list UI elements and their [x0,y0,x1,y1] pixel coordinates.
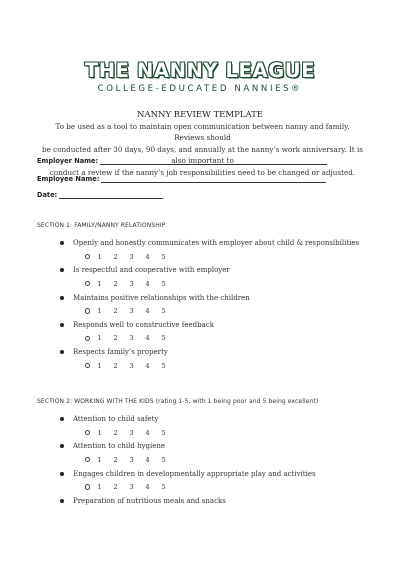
rating-scale[interactable] [85,253,177,261]
review-item [60,348,168,356]
rating-radio-icon[interactable] [85,457,90,462]
rating-option[interactable]: 5 [161,361,166,370]
rating-scale[interactable] [85,429,177,437]
rating-option[interactable]: 1 [97,455,102,464]
rating-option[interactable]: 1 [97,252,102,261]
rating-radio-icon[interactable] [85,281,90,286]
review-item-label: Openly and honestly communicates with employer about child & responsibilities [73,239,360,247]
rating-option[interactable]: 2 [113,455,118,464]
rating-radio-icon[interactable] [85,254,90,259]
rating-option[interactable]: 5 [161,279,166,288]
rating-option[interactable]: 3 [129,361,134,370]
rating-option[interactable]: 1 [97,307,102,316]
review-item-label: Responds well to constructive feedback [73,320,214,329]
rating-option[interactable]: 5 [161,428,166,437]
rating-scale[interactable] [85,456,177,464]
rating-option[interactable]: 3 [129,279,134,288]
rating-option[interactable]: 5 [161,252,166,261]
employee-name-label: Employee Name: [37,175,100,183]
rating-option[interactable]: 4 [145,483,150,492]
date-line[interactable] [59,191,163,199]
rating-option[interactable]: 4 [145,334,150,343]
bullet-icon [60,472,64,476]
employee-name-field[interactable] [37,175,326,183]
bullet-icon [60,268,64,272]
rating-option[interactable]: 1 [97,428,102,437]
review-item-label: Maintains positive relationships with the children [73,293,250,302]
rating-scale[interactable] [85,483,177,491]
bullet-icon [60,444,64,448]
employee-name-line[interactable] [101,175,326,183]
rating-option[interactable]: 1 [97,361,102,370]
review-item [60,442,165,450]
document-title: NANNY REVIEW TEMPLATE [137,110,263,120]
rating-option[interactable]: 1 [97,334,102,343]
rating-option[interactable]: 2 [113,252,118,261]
rating-radio-icon[interactable] [85,430,90,435]
rating-option[interactable]: 4 [145,279,150,288]
bullet-icon [60,499,64,503]
rating-option[interactable]: 3 [129,252,134,261]
bullet-icon [60,241,64,245]
rating-option[interactable]: 2 [113,483,118,492]
rating-option[interactable]: 3 [129,307,134,316]
rating-radio-icon[interactable] [85,363,90,368]
review-item [60,470,316,478]
review-item-label: Respects family’s property [73,348,168,357]
rating-option[interactable]: 4 [145,455,150,464]
rating-option[interactable]: 2 [113,361,118,370]
review-item-label: Preparation of nutritious meals and snacks [73,496,226,505]
section-1-heading: SECTION 1: FAMILY/NANNY RELATIONSHIP [37,222,166,229]
rating-option[interactable]: 2 [113,279,118,288]
rating-option[interactable]: 3 [129,483,134,492]
review-item [60,321,214,329]
rating-scale[interactable] [85,307,177,315]
rating-radio-icon[interactable] [85,484,90,489]
employer-name-field[interactable] [37,157,327,165]
rating-option[interactable]: 4 [145,252,150,261]
intro-line: To be used as a tool to maintain open communication between nanny and family. Reviews should [55,122,350,143]
rating-option[interactable]: 1 [97,279,102,288]
rating-option[interactable]: 5 [161,307,166,316]
review-item [60,415,158,423]
review-item [60,497,226,505]
rating-option[interactable]: 4 [145,307,150,316]
section-2-heading: SECTION 2: WORKING WITH THE KIDS (rating 1-5, with 1 being poor and 5 being excellent) [37,398,319,405]
review-item-label: Attention to child safety [73,415,159,423]
review-item-label: Attention to child hygiene [73,442,166,451]
bullet-icon [60,323,64,327]
rating-option[interactable]: 5 [161,455,166,464]
bullet-icon [60,417,64,421]
rating-option[interactable]: 4 [145,361,150,370]
review-item [60,294,250,302]
date-field[interactable] [37,191,163,199]
rating-option[interactable]: 3 [129,455,134,464]
rating-option[interactable]: 2 [113,428,118,437]
rating-radio-icon[interactable] [85,308,90,313]
rating-option[interactable]: 4 [145,428,150,437]
employer-name-line[interactable] [100,157,327,165]
rating-option[interactable]: 1 [97,483,102,492]
review-item [60,266,230,274]
intro-line: be conducted after 30 days, 90 days, and annually at the nanny’s work anniversary. It is also important to [42,144,363,166]
rating-radio-icon[interactable] [85,336,90,341]
intro-line: conduct a review if the nanny’s job responsibilities need to be changed or adjusted. [49,167,356,177]
review-item-label: Is respectful and cooperative with employer [73,266,230,275]
logo-subtitle: COLLEGE-EDUCATED NANNIES® [97,84,303,94]
rating-option[interactable]: 2 [113,334,118,343]
bullet-icon [60,296,64,300]
review-item [60,239,359,247]
rating-option[interactable]: 5 [161,483,166,492]
date-label: Date: [37,191,58,199]
intro-paragraph [40,121,365,178]
logo-title: THE NANNY LEAGUE [84,59,316,82]
rating-scale[interactable] [85,280,177,288]
bullet-icon [60,350,64,354]
rating-option[interactable]: 5 [161,334,166,343]
rating-scale[interactable] [85,334,177,342]
rating-scale[interactable] [85,362,177,370]
rating-option[interactable]: 3 [129,428,134,437]
rating-option[interactable]: 2 [113,307,118,316]
employer-name-label: Employer Name: [37,157,99,165]
rating-option[interactable]: 3 [129,334,134,343]
review-item-label: Engages children in developmentally appropriate play and activities [73,469,316,478]
